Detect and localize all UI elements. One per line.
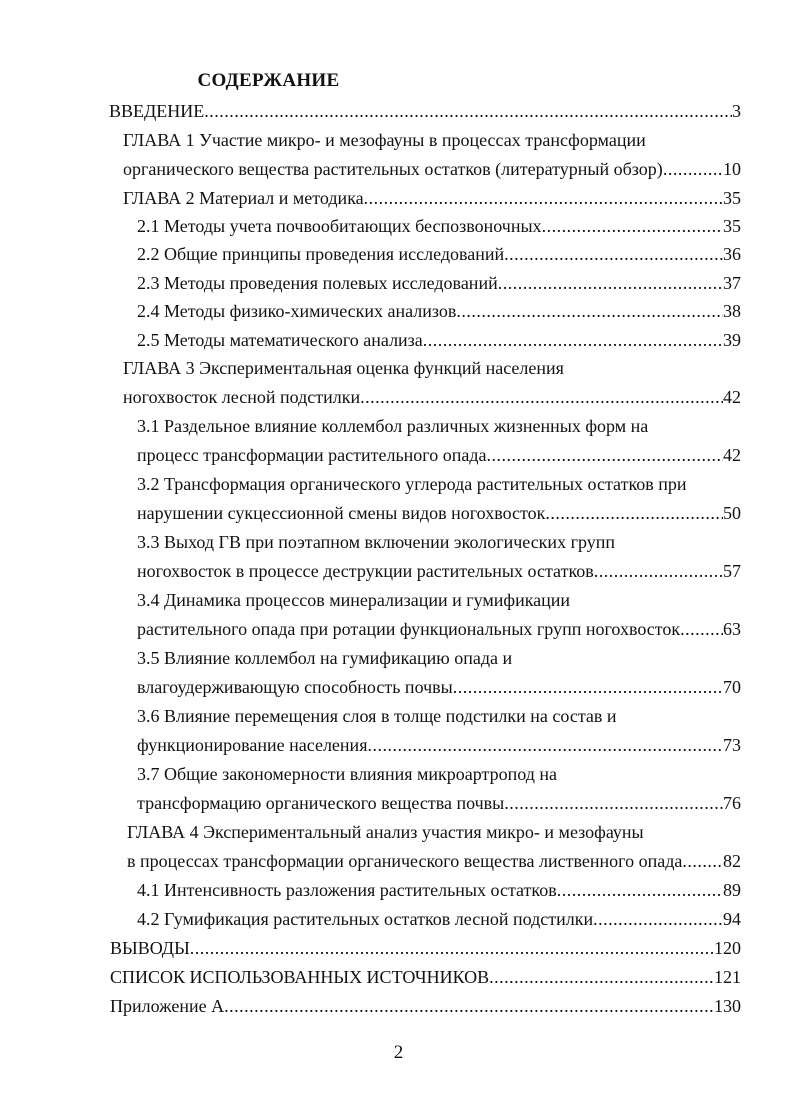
toc-entry-page: 57: [723, 561, 741, 581]
toc-entry-page: 10: [723, 159, 741, 179]
toc-entry-text: 4.2 Гумификация растительных остатков лесной подстилки: [137, 909, 594, 929]
toc-entry: [137, 875, 741, 905]
toc-entry: [137, 498, 741, 528]
toc-leader-dots: [498, 268, 723, 298]
toc-leader-dots: [367, 730, 723, 760]
toc-leader-dots: [593, 904, 723, 934]
toc-entry: [137, 211, 741, 241]
toc-entry: [123, 125, 741, 155]
toc-entry-text: 3.2 Трансформация органического углерода растительных остатков при: [137, 474, 687, 494]
toc-entry-text: в процессах трансформации органического вещества лиственного опада: [127, 851, 683, 871]
toc-entry-text: ГЛАВА 3 Экспериментальная оценка функций населения: [123, 358, 564, 378]
toc-entry: [127, 817, 741, 847]
page-number: 2: [393, 1042, 404, 1063]
toc-entry-text: 2.2 Общие принципы проведения исследований: [137, 244, 505, 264]
toc-entry-page: 82: [723, 851, 741, 871]
toc-entry: [137, 239, 741, 269]
toc-entry-page: 42: [723, 387, 741, 407]
toc-entry-text: Приложение А: [110, 996, 225, 1016]
toc-entry-text: 3.5 Влияние коллембол на гумификацию опада и: [137, 648, 513, 668]
toc-entry: [110, 962, 741, 992]
toc-entry-text: функционирование населения: [137, 735, 368, 755]
toc-entry-page: 35: [723, 216, 741, 236]
toc-entry: [137, 643, 741, 673]
toc-entry: [137, 701, 741, 731]
toc-entry-page: 89: [723, 880, 741, 900]
toc-entry-page: 50: [723, 503, 741, 523]
toc-entry-page: 36: [723, 244, 741, 264]
toc-entry: [123, 183, 741, 213]
page-title: СОДЕРЖАНИЕ: [197, 70, 340, 91]
toc-entry-text: процесс трансформации растительного опада: [137, 445, 487, 465]
toc-leader-dots: [594, 556, 723, 586]
toc-leader-dots: [224, 991, 714, 1021]
toc-entry-text: ГЛАВА 4 Экспериментальный анализ участия микро- и мезофауны: [127, 822, 644, 842]
toc-leader-dots: [542, 211, 723, 241]
toc-entry-text: нарушении сукцессионной смены видов ногохвосток: [137, 503, 546, 523]
toc-leader-dots: [504, 239, 723, 269]
toc-entry-text: органического вещества растительных остатков (литературный обзор): [123, 159, 663, 179]
toc-entry: [137, 411, 741, 441]
toc-entry: [137, 325, 741, 355]
toc-entry-page: 37: [723, 273, 741, 293]
toc-entry-text: СПИСОК ИСПОЛЬЗОВАННЫХ ИСТОЧНИКОВ: [110, 967, 490, 987]
toc-entry: [123, 154, 741, 184]
toc-entry-page: 39: [723, 330, 741, 350]
toc-entry: [137, 672, 741, 702]
toc-entry: [137, 904, 741, 934]
toc-entry-text: ГЛАВА 2 Материал и методика: [123, 188, 364, 208]
toc-entry-text: 2.4 Методы физико-химических анализов: [137, 301, 457, 321]
toc-entry-page: 38: [723, 301, 741, 321]
toc-entry-text: влагоудерживающую способность почвы: [137, 677, 453, 697]
toc-entry-text: 3.7 Общие закономерности влияния микроартропод на: [137, 764, 558, 784]
toc-entry-page: 94: [723, 909, 741, 929]
toc-leader-dots: [682, 846, 723, 876]
toc-entry-text: 3.4 Динамика процессов минерализации и гумификации: [137, 590, 571, 610]
toc-entry: [109, 96, 741, 126]
toc-entry: [137, 556, 741, 586]
toc-entry: [110, 991, 741, 1021]
toc-entry-text: 3.1 Раздельное влияние коллембол различных жизненных форм на: [137, 416, 649, 436]
toc-leader-dots: [364, 183, 723, 213]
toc-entry-page: 70: [723, 677, 741, 697]
toc-entry-text: 2.5 Методы математического анализа: [137, 330, 423, 350]
toc-leader-dots: [453, 672, 723, 702]
toc-entry-page: 120: [714, 938, 741, 958]
toc-entry-text: трансформацию органического вещества почвы: [137, 793, 505, 813]
toc-entry: [110, 933, 741, 963]
toc-entry-page: 73: [723, 735, 741, 755]
toc-leader-dots: [190, 933, 714, 963]
toc-entry-text: ногохвосток лесной подстилки: [123, 387, 361, 407]
toc-entry-text: ногохвосток в процессе деструкции растительных остатков: [137, 561, 594, 581]
toc-entry: [137, 268, 741, 298]
toc-leader-dots: [360, 382, 723, 412]
toc-entry: [137, 585, 741, 615]
toc-entry-text: растительного опада при ротации функциональных групп ногохвосток: [137, 619, 681, 639]
toc-entry: [137, 759, 741, 789]
toc-entry: [137, 296, 741, 326]
toc-entry-text: ВЫВОДЫ: [110, 938, 190, 958]
toc-leader-dots: [489, 962, 714, 992]
toc-entry: [137, 440, 741, 470]
toc-entry-text: 3.3 Выход ГВ при поэтапном включении экологических групп: [137, 532, 615, 552]
toc-entry-page: 42: [723, 445, 741, 465]
toc-entry-page: 3: [732, 101, 741, 121]
toc-entry-page: 63: [723, 619, 741, 639]
toc-entry: [137, 788, 741, 818]
toc-entry-text: ВВЕДЕНИЕ: [109, 101, 205, 121]
toc-entry-text: 3.6 Влияние перемещения слоя в толще подстилки на состав и: [137, 706, 617, 726]
toc-entry-text: 2.3 Методы проведения полевых исследований: [137, 273, 498, 293]
toc-entry-text: 4.1 Интенсивность разложения растительных остатков: [137, 880, 557, 900]
toc-entry: [137, 614, 741, 644]
toc-entry: [127, 846, 741, 876]
toc-entry: [123, 353, 741, 383]
toc-leader-dots: [456, 296, 723, 326]
toc-leader-dots: [545, 498, 723, 528]
toc-entry: [137, 527, 741, 557]
toc-leader-dots: [680, 614, 723, 644]
toc-entry: [137, 730, 741, 760]
toc-entry: [137, 469, 741, 499]
toc-entry-text: ГЛАВА 1 Участие микро- и мезофауны в процессах трансформации: [123, 130, 646, 150]
toc-leader-dots: [504, 788, 723, 818]
toc-leader-dots: [487, 440, 723, 470]
toc-leader-dots: [423, 325, 723, 355]
toc-entry: [123, 382, 741, 412]
toc-entry-page: 130: [714, 996, 741, 1016]
toc-entry-text: 2.1 Методы учета почвообитающих беспозвоночных: [137, 216, 542, 236]
toc-leader-dots: [663, 154, 723, 184]
toc-leader-dots: [557, 875, 723, 905]
toc-entry-page: 121: [714, 967, 741, 987]
toc-entry-page: 35: [723, 188, 741, 208]
toc-entry-page: 76: [723, 793, 741, 813]
toc-leader-dots: [204, 96, 732, 126]
